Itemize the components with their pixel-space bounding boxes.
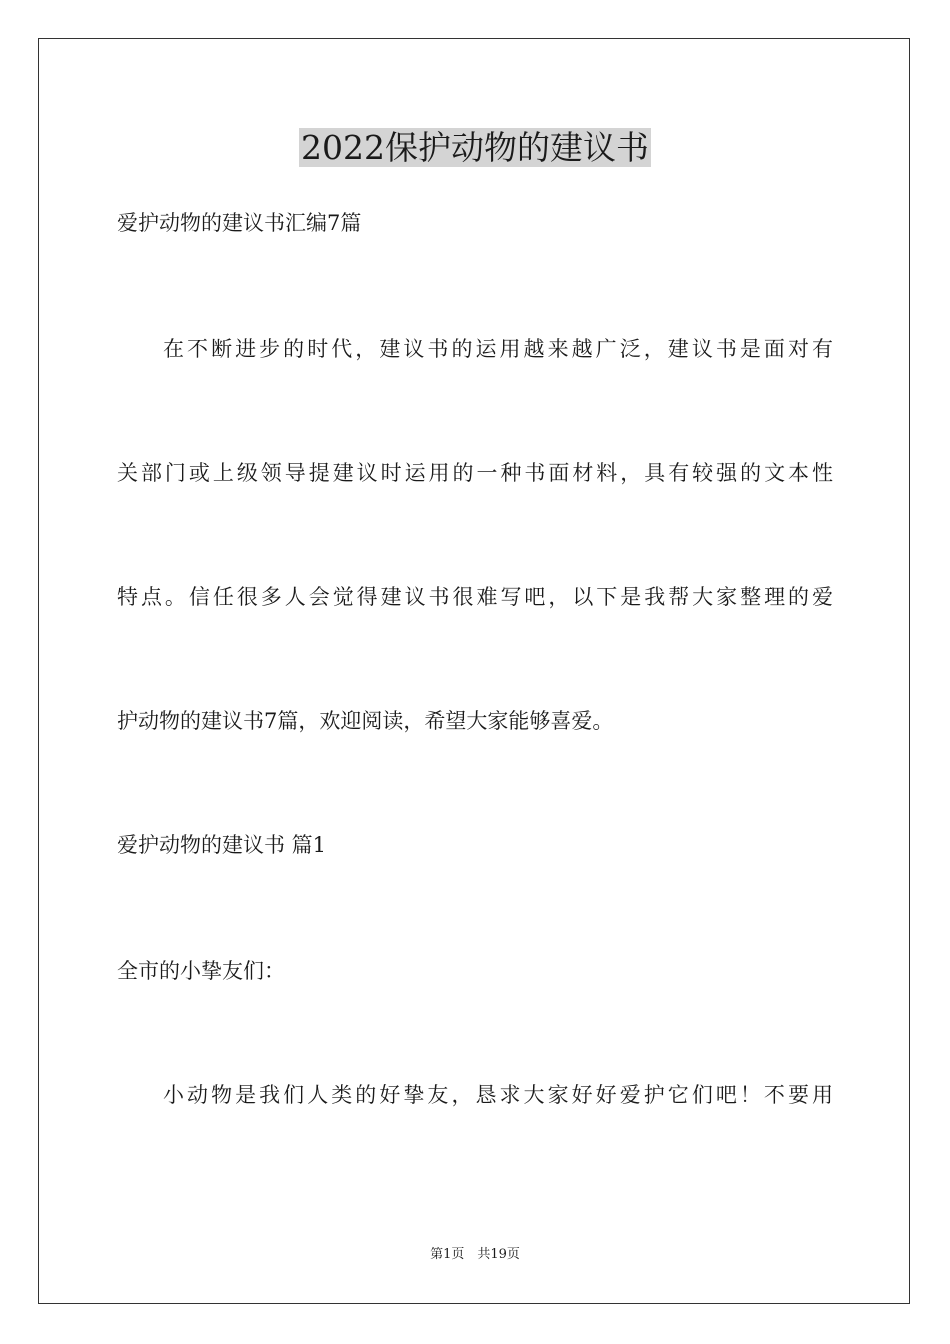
- paragraph-line: 关部门或上级领导提建议时运用的一种书面材料，具有较强的文本性: [117, 461, 833, 485]
- document-subtitle: 爱护动物的建议书汇编7篇: [117, 211, 362, 235]
- paragraph-line: 小动物是我们人类的好挚友，恳求大家好好爱护它们吧！不要用: [163, 1083, 833, 1107]
- paragraph-line: 护动物的建议书7篇，欢迎阅读，希望大家能够喜爱。: [117, 709, 614, 733]
- salutation: 全市的小挚友们：: [117, 959, 285, 983]
- document-title: [0, 124, 950, 172]
- paragraph-line: 特点。信任很多人会觉得建议书很难写吧，以下是我帮大家整理的爱: [117, 585, 833, 609]
- section-heading: 爱护动物的建议书 篇1: [117, 833, 327, 857]
- paragraph-line: 在不断进步的时代，建议书的运用越来越广泛，建议书是面对有: [163, 337, 833, 361]
- page-footer: 第1页 共19页: [430, 1247, 520, 1262]
- document-title-text: 2022保护动物的建议书: [301, 128, 649, 167]
